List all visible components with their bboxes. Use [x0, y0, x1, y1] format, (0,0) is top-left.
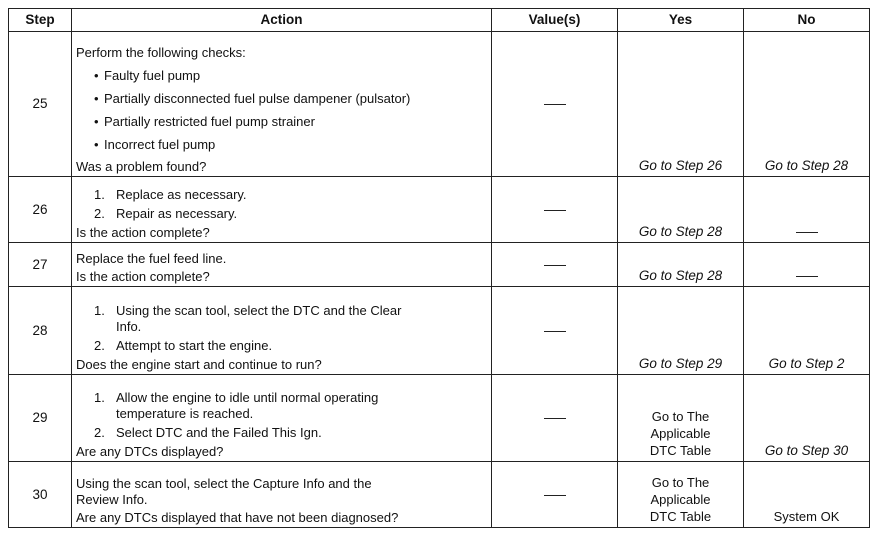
header-no: No: [744, 9, 870, 32]
numbered-item: 2. Attempt to start the engine.: [94, 338, 273, 353]
dash-mark: [544, 418, 566, 419]
numbered-item: 2. Repair as necessary.: [94, 206, 238, 221]
action-cell: [72, 243, 492, 287]
action-question: Is the action complete?: [76, 225, 210, 240]
header-row: [9, 9, 870, 32]
no-cell: [744, 177, 870, 243]
action-cell: [72, 462, 492, 528]
no-cell: Go to Step 28: [744, 32, 870, 177]
action-intro: Using the scan tool, select the Capture Info and the: [76, 476, 372, 491]
dash-mark: [544, 495, 566, 496]
dash-mark: [544, 265, 566, 266]
numbered-item: 2. Select DTC and the Failed This Ign.: [94, 425, 322, 440]
value-cell: [492, 32, 618, 177]
numbered-item: 1. Replace as necessary.: [94, 187, 247, 202]
numbered-item: 1. Allow the engine to idle until normal operating temperature is reached.: [94, 390, 379, 421]
value-cell: [492, 287, 618, 375]
bullet-icon: •: [94, 91, 99, 106]
table-row-step-26: [9, 177, 870, 243]
action-intro: Perform the following checks:: [76, 45, 246, 60]
yes-cell: Go to Step 26: [618, 32, 744, 177]
no-cell: System OK: [744, 462, 870, 528]
check-item: • Partially restricted fuel pump strainer: [94, 114, 315, 129]
dash-mark: [544, 331, 566, 332]
yes-cell: Go to Step 29: [618, 287, 744, 375]
dash-mark: [544, 210, 566, 211]
dash-mark: [544, 104, 566, 105]
action-question: Are any DTCs displayed?: [76, 444, 224, 459]
action-cell: [72, 32, 492, 177]
action-cell: [72, 287, 492, 375]
check-item: • Faulty fuel pump: [94, 68, 201, 83]
no-cell: Go to Step 2: [744, 287, 870, 375]
diagnostic-table-sheet: [8, 8, 869, 528]
dash-mark: [796, 232, 818, 233]
step-number: 30: [9, 462, 72, 528]
header-action: Action: [72, 9, 492, 32]
action-question: Was a problem found?: [76, 159, 207, 174]
step-number: 29: [9, 375, 72, 462]
check-item: • Partially disconnected fuel pulse dampener (pulsator): [94, 91, 411, 106]
step-number: 25: [9, 32, 72, 177]
check-item: • Incorrect fuel pump: [94, 137, 216, 152]
step-number: 26: [9, 177, 72, 243]
header-values: Value(s): [492, 9, 618, 32]
value-cell: [492, 243, 618, 287]
action-intro: Review Info.: [76, 492, 148, 507]
bullet-icon: •: [94, 68, 99, 83]
no-cell: [744, 243, 870, 287]
yes-cell: Go to The Applicable DTC Table: [618, 375, 744, 462]
step-number: 27: [9, 243, 72, 287]
numbered-item: 1. Using the scan tool, select the DTC and the Clear Info.: [94, 303, 402, 334]
header-step: Step: [9, 9, 72, 32]
table-row-step-29: [9, 375, 870, 462]
value-cell: [492, 375, 618, 462]
header-yes: Yes: [618, 9, 744, 32]
table-row-step-28: [9, 287, 870, 375]
table-row-step-25: [9, 32, 870, 177]
action-intro: Replace the fuel feed line.: [76, 251, 227, 266]
yes-cell: Go to Step 28: [618, 177, 744, 243]
action-question: Are any DTCs displayed that have not been diagnosed?: [76, 510, 399, 525]
value-cell: [492, 462, 618, 528]
bullet-icon: •: [94, 137, 99, 152]
table-row-step-27: [9, 243, 870, 287]
table-row-step-30: [9, 462, 870, 528]
yes-cell: Go to The Applicable DTC Table: [618, 462, 744, 528]
bullet-icon: •: [94, 114, 99, 129]
step-number: 28: [9, 287, 72, 375]
diagnostic-table: [8, 8, 870, 528]
yes-cell: Go to Step 28: [618, 243, 744, 287]
value-cell: [492, 177, 618, 243]
dash-mark: [796, 276, 818, 277]
action-cell: [72, 375, 492, 462]
no-cell: Go to Step 30: [744, 375, 870, 462]
action-cell: [72, 177, 492, 243]
action-question: Does the engine start and continue to run?: [76, 357, 322, 372]
action-question: Is the action complete?: [76, 269, 210, 284]
